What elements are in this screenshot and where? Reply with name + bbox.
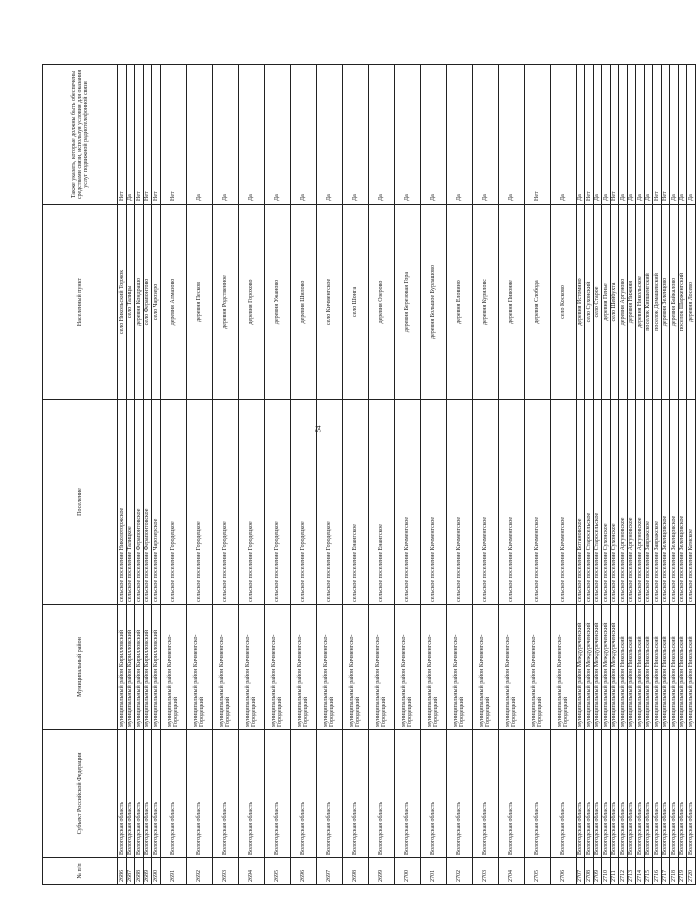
cell-settlement: сельское поселение Городецкое — [316, 400, 342, 605]
cell-number: 2715 — [644, 858, 653, 885]
cell-number: 2686 — [118, 858, 127, 885]
cell-district: муниципальный район Кичменгско-Городецкий — [446, 605, 472, 730]
cell-locality: деревня Ужаново — [264, 205, 290, 400]
cell-subject: Вологодская область — [653, 730, 662, 858]
table-row — [602, 65, 611, 885]
rotated-table-wrapper — [42, 65, 694, 885]
cell-number: 2713 — [627, 858, 636, 885]
cell-flag: Да — [644, 65, 653, 205]
cell-locality: село Талицы — [126, 205, 135, 400]
cell-flag: Да — [368, 65, 394, 205]
cell-district: муниципальный район Кичменгско-Городецкий — [420, 605, 446, 730]
cell-flag: Да — [316, 65, 342, 205]
table-row — [135, 65, 144, 885]
cell-district: муниципальный район Кичменгско-Городецкий — [264, 605, 290, 730]
cell-locality: деревня Кондрашо — [135, 205, 144, 400]
table-row — [264, 65, 290, 885]
table-row — [368, 65, 394, 885]
cell-flag: Нет — [585, 65, 594, 205]
cell-settlement: сельское поселение Енангское — [342, 400, 368, 605]
page-number: 54 — [314, 425, 323, 433]
cell-settlement: сельское поселение Городецкое — [212, 400, 238, 605]
cell-locality: деревня Лосево — [687, 205, 696, 400]
cell-district: муниципальный район Кичменгско-Городецкий — [472, 605, 498, 730]
cell-subject: Вологодская область — [143, 730, 152, 858]
cell-locality: деревня Родственное — [212, 205, 238, 400]
cell-subject: Вологодская область — [342, 730, 368, 858]
cell-settlement: сельское поселение Талицкое — [126, 400, 135, 605]
cell-subject: Вологодская область — [593, 730, 602, 858]
cell-district: муниципальный район Кирилловский — [152, 605, 161, 730]
cell-subject: Вологодская область — [585, 730, 594, 858]
cell-settlement: сельское поселение Кичменгское — [498, 400, 524, 605]
cell-flag: Да — [394, 65, 420, 205]
cell-district: муниципальный район Кичменгско-Городецкий — [394, 605, 420, 730]
cell-flag: Да — [576, 65, 585, 205]
cell-locality: село Шонга — [342, 205, 368, 400]
table-row — [550, 65, 576, 885]
cell-settlement: сельское поселение Завражское — [644, 400, 653, 605]
table-row — [186, 65, 212, 885]
cell-subject: Вологодская область — [670, 730, 679, 858]
cell-number: 2687 — [126, 858, 135, 885]
cell-number: 2709 — [593, 858, 602, 885]
cell-flag: Да — [498, 65, 524, 205]
cell-settlement: сельское поселение Завражское — [653, 400, 662, 605]
cell-locality: деревня Никольское — [636, 205, 645, 400]
cell-district: муниципальный район Междуреченский — [602, 605, 611, 730]
table-row — [290, 65, 316, 885]
cell-district: муниципальный район Никольский — [619, 605, 628, 730]
cell-settlement: сельское поселение Аргуновское — [627, 400, 636, 605]
cell-number: 2703 — [472, 858, 498, 885]
cell-subject: Вологодская область — [394, 730, 420, 858]
cell-locality: село Косково — [550, 205, 576, 400]
cell-settlement: сельское поселение Ферапонтовское — [143, 400, 152, 605]
cell-locality: деревня Пивоняе — [498, 205, 524, 400]
cell-flag: Да — [670, 65, 679, 205]
cell-locality: поселок Кипшенгский — [644, 205, 653, 400]
header-district: Муниципальный район — [43, 605, 118, 730]
cell-number: 2718 — [670, 858, 679, 885]
table-row — [316, 65, 342, 885]
cell-subject: Вологодская область — [135, 730, 144, 858]
cell-number: 2702 — [446, 858, 472, 885]
cell-district: муниципальный район Кичменгско-Городецкий — [368, 605, 394, 730]
header-locality: Населенный пункт — [43, 205, 118, 400]
table-row — [160, 65, 186, 885]
cell-subject: Вологодская область — [644, 730, 653, 858]
table-row — [446, 65, 472, 885]
cell-locality: деревня Аргуново — [619, 205, 628, 400]
cell-subject: Вологодская область — [212, 730, 238, 858]
cell-settlement: сельское поселение Городецкое — [186, 400, 212, 605]
cell-subject: Вологодская область — [316, 730, 342, 858]
cell-settlement: сельское поселение Зеленцовское — [670, 400, 679, 605]
cell-locality: деревня Песков — [186, 205, 212, 400]
cell-flag: Да — [636, 65, 645, 205]
cell-flag: Да — [627, 65, 636, 205]
cell-subject: Вологодская область — [446, 730, 472, 858]
cell-district: муниципальный район Никольский — [636, 605, 645, 730]
cell-settlement: сельское поселение Кичменгское — [524, 400, 550, 605]
cell-number: 2704 — [498, 858, 524, 885]
table-row — [610, 65, 619, 885]
cell-locality: поселок Шарженгский — [678, 205, 687, 400]
cell-flag: Да — [342, 65, 368, 205]
cell-locality: деревня Еловино — [446, 205, 472, 400]
table-row — [143, 65, 152, 885]
cell-flag: Да — [238, 65, 264, 205]
cell-flag: Нет — [610, 65, 619, 205]
cell-district: муниципальный район Междуреченский — [593, 605, 602, 730]
cell-flag: Да — [619, 65, 628, 205]
cell-locality: село Сухонский — [585, 205, 594, 400]
cell-district: муниципальный район Кичменгско-Городецкий — [316, 605, 342, 730]
cell-district: муниципальный район Кирилловский — [126, 605, 135, 730]
cell-locality: село Старое — [593, 205, 602, 400]
cell-number: 2691 — [160, 858, 186, 885]
cell-number: 2693 — [212, 858, 238, 885]
cell-settlement: сельское поселение Енангское — [368, 400, 394, 605]
header-settlement: Поселение — [43, 400, 118, 605]
table-row — [636, 65, 645, 885]
cell-subject: Вологодская область — [602, 730, 611, 858]
cell-district: муниципальный район Кичменгско-Городецкий — [160, 605, 186, 730]
cell-locality: село Чарозеро — [152, 205, 161, 400]
cell-subject: Вологодская область — [118, 730, 127, 858]
table-row — [678, 65, 687, 885]
cell-subject: Вологодская область — [550, 730, 576, 858]
cell-subject: Вологодская область — [368, 730, 394, 858]
header-flag: Также указать, которые должны быть обеспечены средствами связи, используя условия для оказания услуг подвижной радиотелефонной связи — [43, 65, 118, 205]
cell-flag: Нет — [160, 65, 186, 205]
cell-district: муниципальный район Никольский — [670, 605, 679, 730]
cell-flag: Нет — [524, 65, 550, 205]
table-row — [687, 65, 696, 885]
cell-locality: деревня Нижняя — [627, 205, 636, 400]
cell-settlement: сельское поселение Городецкое — [238, 400, 264, 605]
table-row — [627, 65, 636, 885]
cell-flag: Нет — [661, 65, 670, 205]
cell-settlement: сельское поселение Городецкое — [290, 400, 316, 605]
cell-locality: деревня Озерово — [368, 205, 394, 400]
cell-settlement: сельское поселение Чарозерское — [152, 400, 161, 605]
cell-subject: Вологодская область — [619, 730, 628, 858]
cell-settlement: сельское поселение Кичменгское — [472, 400, 498, 605]
cell-number: 2688 — [135, 858, 144, 885]
cell-number: 2695 — [264, 858, 290, 885]
cell-locality: деревня Куриловс — [472, 205, 498, 400]
cell-number: 2694 — [238, 858, 264, 885]
cell-number: 2707 — [576, 858, 585, 885]
cell-subject: Вологодская область — [524, 730, 550, 858]
cell-subject: Вологодская область — [627, 730, 636, 858]
cell-locality: деревня Пенье — [602, 205, 611, 400]
cell-flag: Да — [687, 65, 696, 205]
header-subject: Субъект Российской Федерации — [43, 730, 118, 858]
cell-settlement: сельское поселение Старосельское — [593, 400, 602, 605]
table-row — [619, 65, 628, 885]
cell-subject: Вологодская область — [152, 730, 161, 858]
table-row — [152, 65, 161, 885]
cell-district: муниципальный район Кирилловский — [135, 605, 144, 730]
cell-flag: Да — [212, 65, 238, 205]
cell-district: муниципальный район Кирилловский — [118, 605, 127, 730]
cell-district: муниципальный район Кичменгско-Городецкий — [212, 605, 238, 730]
cell-locality: деревня Большое Бурлашово — [420, 205, 446, 400]
cell-district: муниципальный район Междуреченский — [576, 605, 585, 730]
table-row — [670, 65, 679, 885]
cell-district: муниципальный район Никольский — [661, 605, 670, 730]
cell-district: муниципальный район Междуреченский — [610, 605, 619, 730]
table-header-row — [43, 65, 118, 885]
table-row — [394, 65, 420, 885]
cell-flag: Да — [678, 65, 687, 205]
table-row — [472, 65, 498, 885]
cell-subject: Вологодская область — [264, 730, 290, 858]
cell-district: муниципальный район Кичменгско-Городецкий — [550, 605, 576, 730]
cell-number: 2705 — [524, 858, 550, 885]
cell-flag: Да — [186, 65, 212, 205]
cell-district: муниципальный район Никольский — [627, 605, 636, 730]
cell-flag: Нет — [143, 65, 152, 205]
table-body — [118, 65, 696, 885]
cell-locality: деревня Байкалово — [670, 205, 679, 400]
cell-flag: Да — [472, 65, 498, 205]
cell-district: муниципальный район Кичменгско-Городецкий — [498, 605, 524, 730]
cell-number: 2698 — [342, 858, 368, 885]
cell-subject: Вологодская область — [290, 730, 316, 858]
localities-table — [42, 64, 696, 885]
cell-settlement: сельское поселение Аргуновское — [619, 400, 628, 605]
cell-number: 2717 — [661, 858, 670, 885]
cell-locality: поселок Домашевский — [653, 205, 662, 400]
cell-settlement: сельское поселение Ферапонтовское — [135, 400, 144, 605]
cell-settlement: сельское поселение Николоторжское — [118, 400, 127, 605]
cell-district: муниципальный район Кичменгско-Городецкий — [186, 605, 212, 730]
table-row — [644, 65, 653, 885]
table-row — [661, 65, 670, 885]
cell-flag: Да — [446, 65, 472, 205]
cell-settlement: сельское поселение Старосельское — [585, 400, 594, 605]
cell-district: муниципальный район Кирилловский — [143, 605, 152, 730]
cell-number: 2714 — [636, 858, 645, 885]
cell-number: 2697 — [316, 858, 342, 885]
table-row — [585, 65, 594, 885]
table-row — [238, 65, 264, 885]
cell-locality: село Никольский Торжок — [118, 205, 127, 400]
cell-settlement: сельское поселение Кичменгское — [446, 400, 472, 605]
cell-settlement: сельское поселение Сухонское — [610, 400, 619, 605]
cell-subject: Вологодская область — [186, 730, 212, 858]
cell-subject: Вологодская область — [472, 730, 498, 858]
cell-locality: деревня Березовая Гора — [394, 205, 420, 400]
cell-district: муниципальный район Кичменгско-Городецкий — [342, 605, 368, 730]
cell-subject: Вологодская область — [610, 730, 619, 858]
cell-flag: Да — [264, 65, 290, 205]
table-row — [126, 65, 135, 885]
cell-settlement: сельское поселение Кичменгское — [550, 400, 576, 605]
cell-number: 2699 — [368, 858, 394, 885]
cell-locality: деревня Горохово — [238, 205, 264, 400]
cell-locality: деревня Шилово — [290, 205, 316, 400]
cell-settlement: сельское поселение Аргуновское — [636, 400, 645, 605]
cell-subject: Вологодская область — [160, 730, 186, 858]
cell-subject: Вологодская область — [420, 730, 446, 858]
cell-district: муниципальный район Никольский — [687, 605, 696, 730]
cell-flag: Нет — [135, 65, 144, 205]
cell-settlement: сельское поселение Кемское — [687, 400, 696, 605]
cell-locality: деревня Зеленцово — [661, 205, 670, 400]
cell-subject: Вологодская область — [687, 730, 696, 858]
cell-settlement: сельское поселение Ботановское — [576, 400, 585, 605]
cell-flag: Да — [420, 65, 446, 205]
cell-number: 2689 — [143, 858, 152, 885]
table-row — [576, 65, 585, 885]
cell-flag: Да — [550, 65, 576, 205]
cell-flag: Да — [126, 65, 135, 205]
table-row — [498, 65, 524, 885]
cell-number: 2706 — [550, 858, 576, 885]
table-row — [342, 65, 368, 885]
cell-subject: Вологодская область — [678, 730, 687, 858]
cell-number: 2712 — [619, 858, 628, 885]
cell-flag: Нет — [118, 65, 127, 205]
cell-flag: Нет — [653, 65, 662, 205]
table-row — [118, 65, 127, 885]
cell-locality: деревня Истомино — [576, 205, 585, 400]
cell-number: 2711 — [610, 858, 619, 885]
cell-locality: деревня Слобода — [524, 205, 550, 400]
cell-settlement: сельское поселение Кичменгское — [394, 400, 420, 605]
cell-district: муниципальный район Никольский — [678, 605, 687, 730]
cell-locality: село Кичменгское — [316, 205, 342, 400]
cell-number: 2692 — [186, 858, 212, 885]
cell-locality: село Шейбухта — [610, 205, 619, 400]
cell-settlement: сельское поселение Городецкое — [264, 400, 290, 605]
table-row — [420, 65, 446, 885]
cell-district: муниципальный район Кичменгско-Городецкий — [238, 605, 264, 730]
cell-subject: Вологодская область — [636, 730, 645, 858]
cell-settlement: сельское поселение Городецкое — [160, 400, 186, 605]
cell-number: 2701 — [420, 858, 446, 885]
cell-flag: Да — [602, 65, 611, 205]
cell-district: муниципальный район Кичменгско-Городецкий — [290, 605, 316, 730]
cell-settlement: сельское поселение Зеленцовское — [678, 400, 687, 605]
table-row — [593, 65, 602, 885]
cell-locality: село Ферапонтово — [143, 205, 152, 400]
cell-subject: Вологодская область — [576, 730, 585, 858]
table-row — [524, 65, 550, 885]
cell-flag: Да — [290, 65, 316, 205]
cell-number: 2700 — [394, 858, 420, 885]
cell-number: 2690 — [152, 858, 161, 885]
cell-district: муниципальный район Междуреченский — [585, 605, 594, 730]
cell-district: муниципальный район Никольский — [644, 605, 653, 730]
cell-district: муниципальный район Кичменгско-Городецкий — [524, 605, 550, 730]
cell-flag: Да — [593, 65, 602, 205]
cell-settlement: сельское поселение Сухонское — [602, 400, 611, 605]
header-num: № п/п — [43, 858, 118, 885]
table-row — [653, 65, 662, 885]
cell-number: 2696 — [290, 858, 316, 885]
cell-settlement: сельское поселение Кичменгское — [420, 400, 446, 605]
cell-subject: Вологодская область — [498, 730, 524, 858]
cell-subject: Вологодская область — [238, 730, 264, 858]
table-row — [212, 65, 238, 885]
cell-number: 2720 — [687, 858, 696, 885]
cell-number: 2719 — [678, 858, 687, 885]
cell-flag: Нет — [152, 65, 161, 205]
cell-number: 2708 — [585, 858, 594, 885]
cell-number: 2716 — [653, 858, 662, 885]
cell-subject: Вологодская область — [126, 730, 135, 858]
cell-number: 2710 — [602, 858, 611, 885]
cell-locality: деревня Алмазово — [160, 205, 186, 400]
cell-district: муниципальный район Никольский — [653, 605, 662, 730]
cell-subject: Вологодская область — [661, 730, 670, 858]
cell-settlement: сельское поселение Зеленцовское — [661, 400, 670, 605]
